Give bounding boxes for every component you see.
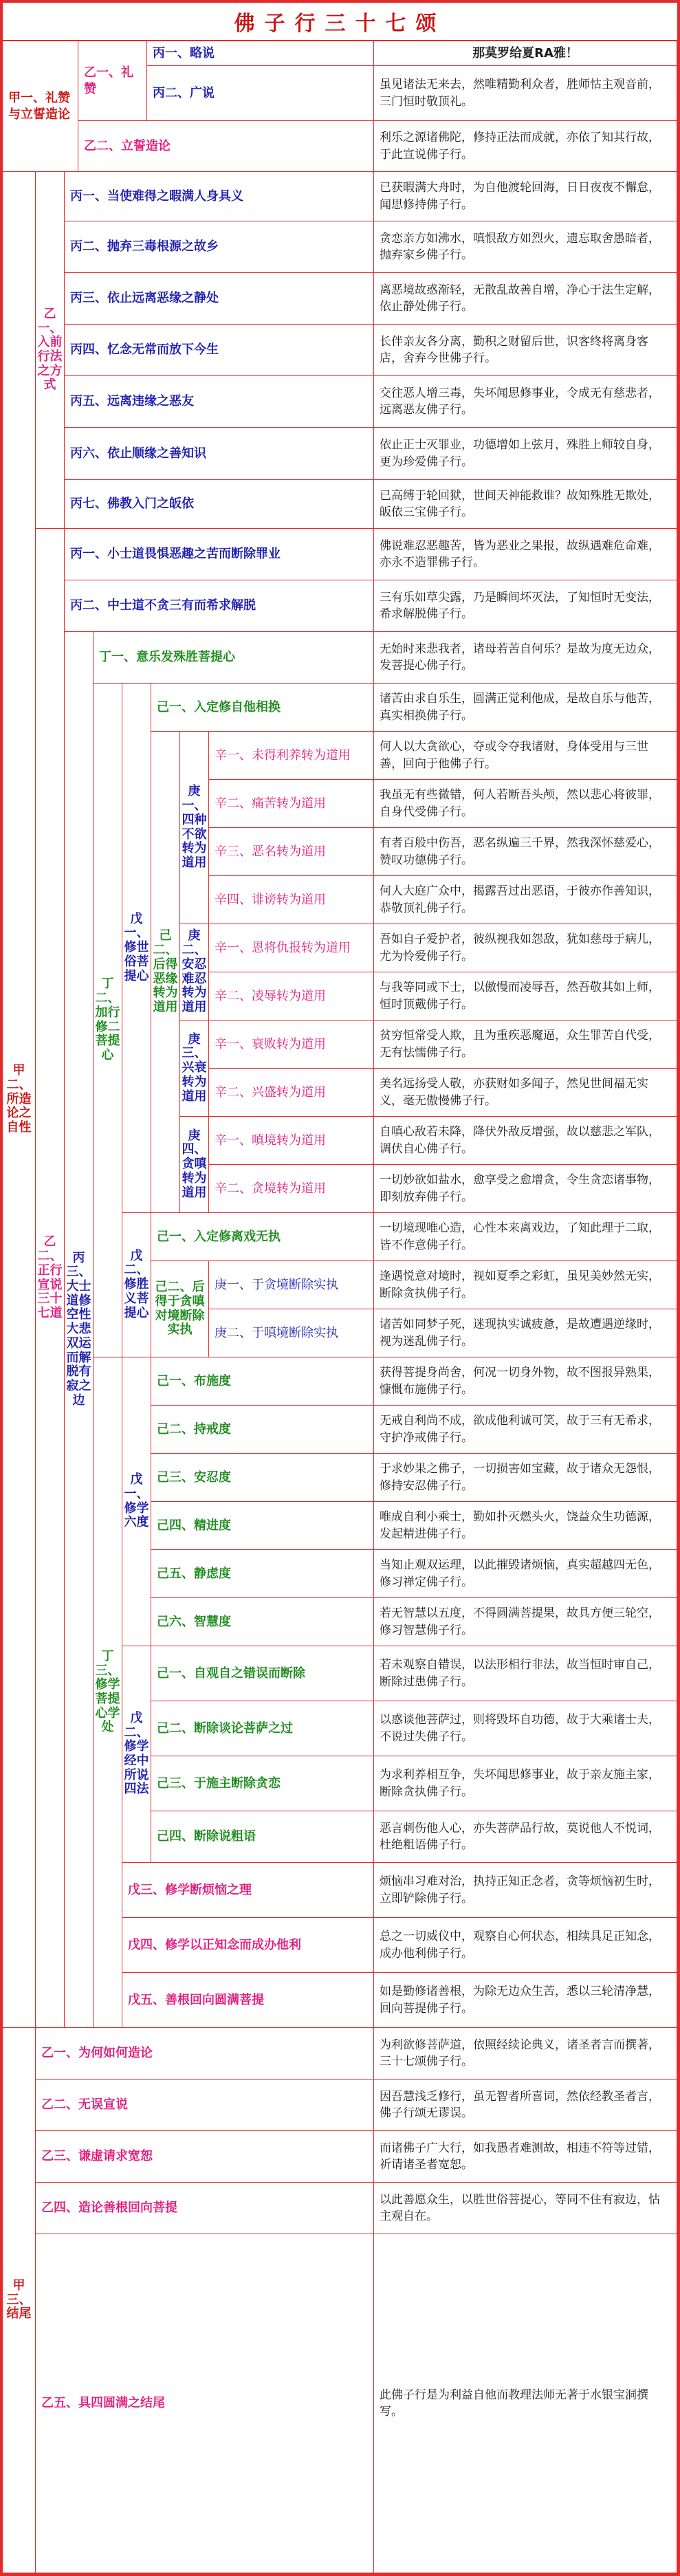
outline-label: 丙一、小士道畏惧恶趣之苦而断除罪业: [65, 529, 374, 580]
outline-label: 辛三、恶名转为道用: [209, 828, 374, 876]
outline-level3: 丙一、略说: [147, 41, 374, 66]
verse-text: 诸苦由求自乐生，圆满正觉利他成，是故自乐与他苦，真实相换佛子行。: [374, 684, 677, 732]
verse-text: 逢遇悦意对境时，视如夏季之彩虹，虽见美妙然无实，断除贪执佛子行。: [374, 1261, 677, 1309]
verse-text: 总之一切威仪中，观察自心何状态，相续具足正知念，成办他利佛子行。: [374, 1918, 677, 1973]
outline-label: 己一、布施度: [151, 1357, 374, 1406]
outline-label: 己五、静虑度: [151, 1550, 374, 1598]
verse-text: 因吾慧浅乏修行，虽无智者所喜词，然依经教圣者言，佛子行颂无谬误。: [374, 2080, 677, 2131]
verse-text: 三有乐如草尖露，乃是瞬间坏灭法，了知恒时无变法，希求解脱佛子行。: [374, 580, 677, 632]
outline-label: 乙五、具四圆满之结尾: [36, 2234, 374, 2573]
outline-level2: 乙一、入前行法之方式: [36, 172, 65, 529]
outline-label: 辛二、兴盛转为道用: [209, 1069, 374, 1117]
verse-text: 交往恶人增三毒，失坏闻思修事业，令成无有慈悲者，远离恶友佛子行。: [374, 376, 677, 428]
outline-label: 丙一、当使难得之暇满人身具义: [65, 172, 374, 221]
outline-label: 辛二、痛苦转为道用: [209, 780, 374, 828]
verse-text: 离恶境故惑渐轻，无散乱故善自增，净心于法生定解，依止静处佛子行。: [374, 273, 677, 325]
outline-label: 己一、入定修离戏无执: [151, 1213, 374, 1261]
outline-level4: 丁三、修学菩提心学处: [94, 1357, 122, 2028]
verse-text: 为求利养相互争，失坏闻思修事业，故于亲友施主家，断除贪执佛子行。: [374, 1756, 677, 1811]
verse-text: 于求妙果之佛子，一切损害如宝藏，故于诸众无怨恨，修持安忍佛子行。: [374, 1454, 677, 1502]
verse-text: 佛说难忍恶趣苦，皆为恶业之果报，故纵遇难危命难，亦永不造罪佛子行。: [374, 529, 677, 580]
outline-label: 己三、安忍度: [151, 1454, 374, 1502]
outline-table: [3, 3, 677, 2573]
outline-label: 丁一、意乐发殊胜菩提心: [94, 632, 374, 684]
outline-level6: 己二、后得恶缘转为道用: [151, 732, 180, 1213]
verse-text: 已高缚于轮回狱，世间天神能救谁？故知殊胜无欺处，皈依三宝佛子行。: [374, 480, 677, 529]
outline-label: 戊四、修学以正知念而成办他利: [122, 1918, 374, 1973]
verse-text: 自嗔心敌若未降，降伏外敌反增强，故以慈悲之军队，调伏自心佛子行。: [374, 1117, 677, 1165]
verse-text: 恶言刺伤他人心，亦失菩萨品行故，莫说他人不悦词，杜绝粗语佛子行。: [374, 1811, 677, 1863]
outline-level5: 戊二、修学经中所说四法: [122, 1646, 151, 1863]
outline-label: 己二、持戒度: [151, 1406, 374, 1454]
verse-text: 若未观察自错误，以法形相行非法，故当恒时审自己，断除过患佛子行。: [374, 1646, 677, 1701]
verse-text: 为利欲修菩萨道，依照经续论典义，诸圣者言而撰著，三十七颂佛子行。: [374, 2028, 677, 2080]
outline-label: 戊五、善根回向圆满菩提: [122, 1973, 374, 2028]
verse-text: 利乐之源诸佛陀，修持正法而成就，亦依了知其行故，于此宣说佛子行。: [374, 121, 677, 172]
outline-level5: 戊一、修世俗菩提心: [122, 684, 151, 1213]
verse-text: 以此善愿众生，以胜世俗菩提心，等同不住有寂边，怙主观自在。: [374, 2183, 677, 2234]
verse-text: 贪恋亲方如沸水，嗔恨敌方如烈火，遗忘取舍愚暗者，抛弃家乡佛子行。: [374, 221, 677, 273]
outline-label: 辛四、诽谤转为道用: [209, 876, 374, 924]
outline-label: 辛一、衰败转为道用: [209, 1020, 374, 1069]
verse-text: 当知止观双运理，以此摧毁诸烦恼，真实超越四无色，修习禅定佛子行。: [374, 1550, 677, 1598]
verse-text: 此佛子行是为利益自他而教理法师无著于水银宝洞撰写。: [374, 2234, 677, 2573]
outline-level7: 庚二、安忍难忍转为道用: [180, 924, 209, 1020]
verse-text: 以惑谈他菩萨过，则将毁坏自功德，故于大乘诸士夫，不说过失佛子行。: [374, 1701, 677, 1756]
outline-level7: 庚三、兴衰转为道用: [180, 1020, 209, 1117]
verse-text: 虽见诸法无来去，然唯精勤利众者，胜师怙主观音前，三门恒时敬顶礼。: [374, 66, 677, 121]
outline-label: 丙五、远离违缘之恶友: [65, 376, 374, 428]
outline-label: 己六、智慧度: [151, 1598, 374, 1646]
verse-text: 长伴亲友各分离，勤积之财留后世，识客终将离身客店，舍弃今世佛子行。: [374, 325, 677, 376]
outline-label: 丙二、广说: [147, 66, 374, 121]
outline-label: 己二、断除谈论菩萨之过: [151, 1701, 374, 1756]
outline-label: 丙二、中士道不贪三有而希求解脱: [65, 580, 374, 632]
page-title: 佛子行三十七颂: [234, 12, 446, 36]
verse-text: 获得菩提身尚舍，何况一切身外物，故不图报异熟果，慷慨布施佛子行。: [374, 1357, 677, 1406]
outline-label: 己三、于施主断除贪恋: [151, 1756, 374, 1811]
outline-label: 丙七、佛教入门之皈依: [65, 480, 374, 529]
outline-level7: 庚四、贪嗔转为道用: [180, 1117, 209, 1213]
verse-text: 若无智慧以五度，不得圆满菩提果，故具方便三轮空，修习智慧佛子行。: [374, 1598, 677, 1646]
outline-label: 丙四、忆念无常而放下今生: [65, 325, 374, 376]
outline-label: 乙二、无误宣说: [36, 2080, 374, 2131]
verse-text: 已获暇满大舟时，为自他渡轮回海，日日夜夜不懈怠，闻思修持佛子行。: [374, 172, 677, 221]
outline-label: 己一、入定修自他相换: [151, 684, 374, 732]
outline-label: 庚一、于贪境断除实执: [209, 1261, 374, 1309]
outline-label: 庚二、于嗔境断除实执: [209, 1309, 374, 1357]
outline-label: 己一、自观自之错误而断除: [151, 1646, 374, 1701]
outline-label: 己四、精进度: [151, 1502, 374, 1550]
outline-level5: 戊二、修胜义菩提心: [122, 1213, 151, 1357]
outline-level7: 庚一、四种不欲转为道用: [180, 732, 209, 924]
verse-text: 如是勤修诸善根，为除无边众生苦，悉以三轮清净慧，回向菩提佛子行。: [374, 1973, 677, 2028]
outline-label: 己四、断除说粗语: [151, 1811, 374, 1863]
outline-label: 乙三、谦虚请求宽恕: [36, 2131, 374, 2183]
outline-label: 辛二、贪境转为道用: [209, 1165, 374, 1213]
verse-text: 无始时来悲我者，诸母若苦自何乐？是故为度无边众，发菩提心佛子行。: [374, 632, 677, 684]
verse-text: 有者百般中伤吾，恶名纵遍三千界，然我深怀慈爱心，赞叹功德佛子行。: [374, 828, 677, 876]
verse-text: 一切境现唯心造，心性本来离戏边，了知此理于二取，皆不作意佛子行。: [374, 1213, 677, 1261]
outline-label: 辛一、恩将仇报转为道用: [209, 924, 374, 972]
outline-level1: 甲一、礼赞与立誓造论: [3, 41, 78, 172]
outline-label: 乙一、为何如何造论: [36, 2028, 374, 2080]
outline-label: 丙三、依止远离恶缘之静处: [65, 273, 374, 325]
outline-level5: 戊一、修学六度: [122, 1357, 151, 1646]
outline-label: 辛一、嗔境转为道用: [209, 1117, 374, 1165]
outline-level2: 乙二、正行宣说三十七道: [36, 529, 65, 2028]
verse-text: 一切妙欲如盐水，愈享受之愈增贪，令生贪恋诸事物，即刻放弃佛子行。: [374, 1165, 677, 1213]
outline-level4: 丁二、加行修二菩提心: [94, 684, 122, 1357]
verse-text: 唯成自利小乘士，勤如扑灭燃头火，饶益众生功德源，发起精进佛子行。: [374, 1502, 677, 1550]
verse-text: 那莫罗给夏RA雅！: [374, 41, 677, 66]
outline-level2: 乙一、礼赞: [78, 41, 147, 121]
outline-label: 丙六、依止顺缘之善知识: [65, 428, 374, 480]
verse-text: 美名远扬受人敬，亦获财如多闻子，然见世间福无实义，毫无傲慢佛子行。: [374, 1069, 677, 1117]
verse-text: 而诸佛子广大行，如我愚者难测故，相违不符等过错，祈请诸圣者宽恕。: [374, 2131, 677, 2183]
verse-text: 与我等同或下士，以傲慢而凌辱吾，然吾敬其如上师，恒时顶戴佛子行。: [374, 972, 677, 1020]
outline-label: 辛二、凌辱转为道用: [209, 972, 374, 1020]
outline-label: 辛一、未得利养转为道用: [209, 732, 374, 780]
outline-label: 乙四、造论善根回向菩提: [36, 2183, 374, 2234]
verse-text: 无戒自利尚不成，欲成他利诚可笑，故于三有无希求，守护净戒佛子行。: [374, 1406, 677, 1454]
outline-level1: 甲二、所造论之自性: [3, 172, 36, 2028]
verse-text: 贫穷恒常受人欺，且为重疾恶魔逼，众生罪苦自代受，无有怯懦佛子行。: [374, 1020, 677, 1069]
outline-level3: 丙三、大士道修空性大悲双运而解脱有寂之边: [65, 632, 94, 2028]
verse-text: 我虽无有些微错，何人若断吾头颅，然以悲心将彼罪，自身代受佛子行。: [374, 780, 677, 828]
outline-level1: 甲三、结尾: [3, 2028, 36, 2573]
outline-label: 戊三、修学断烦恼之理: [122, 1863, 374, 1918]
verse-text: 何人以大贪欲心，夺或令夺我诸财，身体受用与三世善，回向于他佛子行。: [374, 732, 677, 780]
verse-text: 依止正士灭罪业，功德增如上弦月，殊胜上师较自身，更为珍爱佛子行。: [374, 428, 677, 480]
verse-text: 何人大庭广众中，揭露吾过出恶语，于彼亦作善知识，恭敬顶礼佛子行。: [374, 876, 677, 924]
outline-label: 丙二、抛弃三毒根源之故乡: [65, 221, 374, 273]
outline-level6: 己二、后得于贪嗔对境断除实执: [151, 1261, 209, 1357]
outline-label: 乙二、立誓造论: [78, 121, 374, 172]
verse-text: 诸苦如同梦子死，迷现执实诚疲惫，是故遭遇逆缘时，视为迷乱佛子行。: [374, 1309, 677, 1357]
verse-text: 吾如自子爱护者，彼纵视我如怨敌，犹如慈母于病儿，尤为怜爱佛子行。: [374, 924, 677, 972]
verse-text: 烦恼串习难对治，执持正知正念者，贪等烦恼初生时，立即铲除佛子行。: [374, 1863, 677, 1918]
